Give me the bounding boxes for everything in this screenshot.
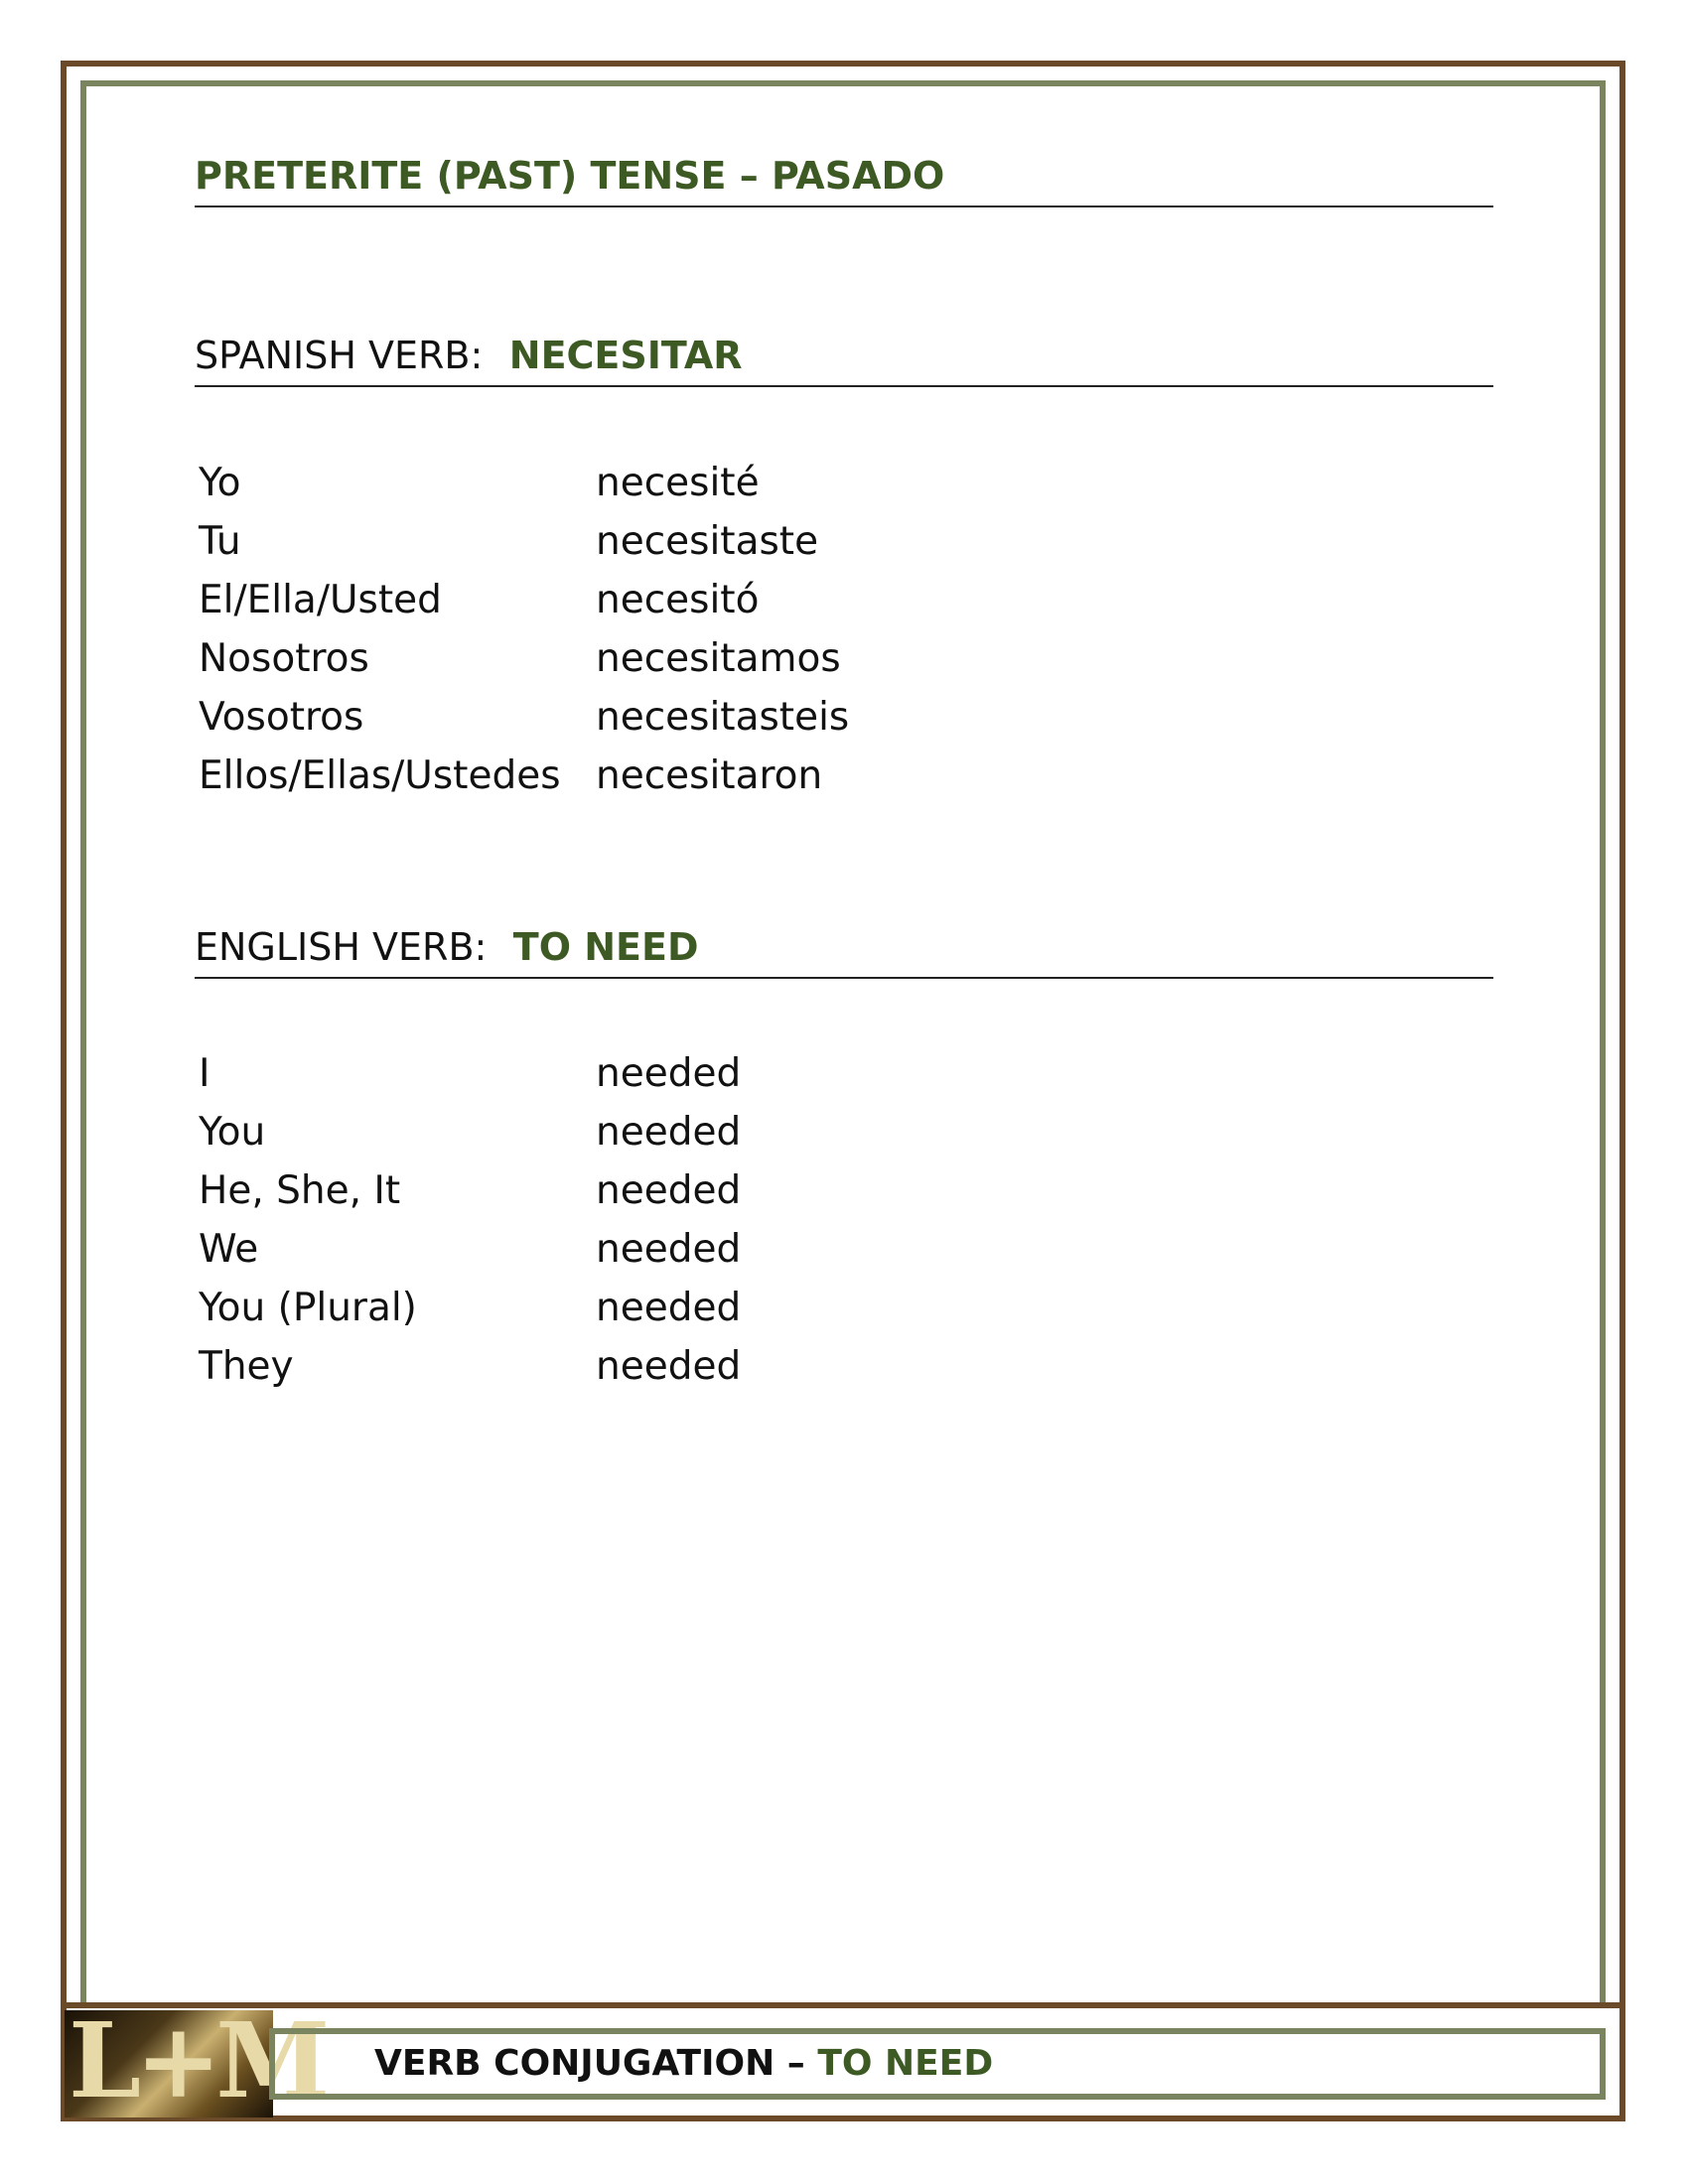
verb-form: necesitaron (596, 753, 823, 798)
pronoun: Nosotros (199, 636, 369, 681)
pronoun: They (199, 1344, 294, 1389)
verb-form: needed (596, 1051, 742, 1096)
page-title (195, 152, 1493, 207)
spanish-verb-heading (195, 332, 1493, 387)
pronoun: You (Plural) (199, 1286, 417, 1330)
pronoun: El/Ella/Usted (199, 578, 442, 622)
pronoun: You (199, 1110, 266, 1155)
verb-form: necesitó (596, 578, 760, 622)
english-verb-name: TO NEED (512, 925, 699, 969)
english-verb-heading (195, 923, 1493, 979)
spanish-verb-label: SPANISH VERB: (195, 334, 484, 377)
page-title-text: PRETERITE (PAST) TENSE – PASADO (195, 154, 945, 198)
verb-form: needed (596, 1344, 742, 1389)
pronoun: We (199, 1227, 259, 1272)
verb-form: needed (596, 1110, 742, 1155)
verb-form: needed (596, 1168, 742, 1213)
pronoun: Tu (199, 519, 241, 564)
pronoun: I (199, 1051, 211, 1096)
pronoun: Vosotros (199, 695, 364, 740)
footer-title (374, 2034, 993, 2094)
spanish-verb-name: NECESITAR (508, 334, 743, 377)
verb-form: needed (596, 1227, 742, 1272)
footer-verb: TO NEED (817, 2043, 994, 2084)
verb-form: necesitamos (596, 636, 841, 681)
brand-logo-letters: L+M (69, 1999, 325, 2121)
pronoun: Yo (199, 461, 241, 505)
english-verb-label: ENGLISH VERB: (195, 925, 488, 969)
footer-label: VERB CONJUGATION – (374, 2043, 805, 2084)
verb-form: needed (596, 1286, 742, 1330)
verb-form: necesitaste (596, 519, 819, 564)
verb-form: necesitasteis (596, 695, 850, 740)
brand-logo (65, 1999, 325, 2121)
pronoun: He, She, It (199, 1168, 401, 1213)
verb-form: necesité (596, 461, 760, 505)
pronoun: Ellos/Ellas/Ustedes (199, 753, 561, 798)
footer-title-box (269, 2028, 1606, 2100)
footer-bar (61, 1999, 1625, 2121)
